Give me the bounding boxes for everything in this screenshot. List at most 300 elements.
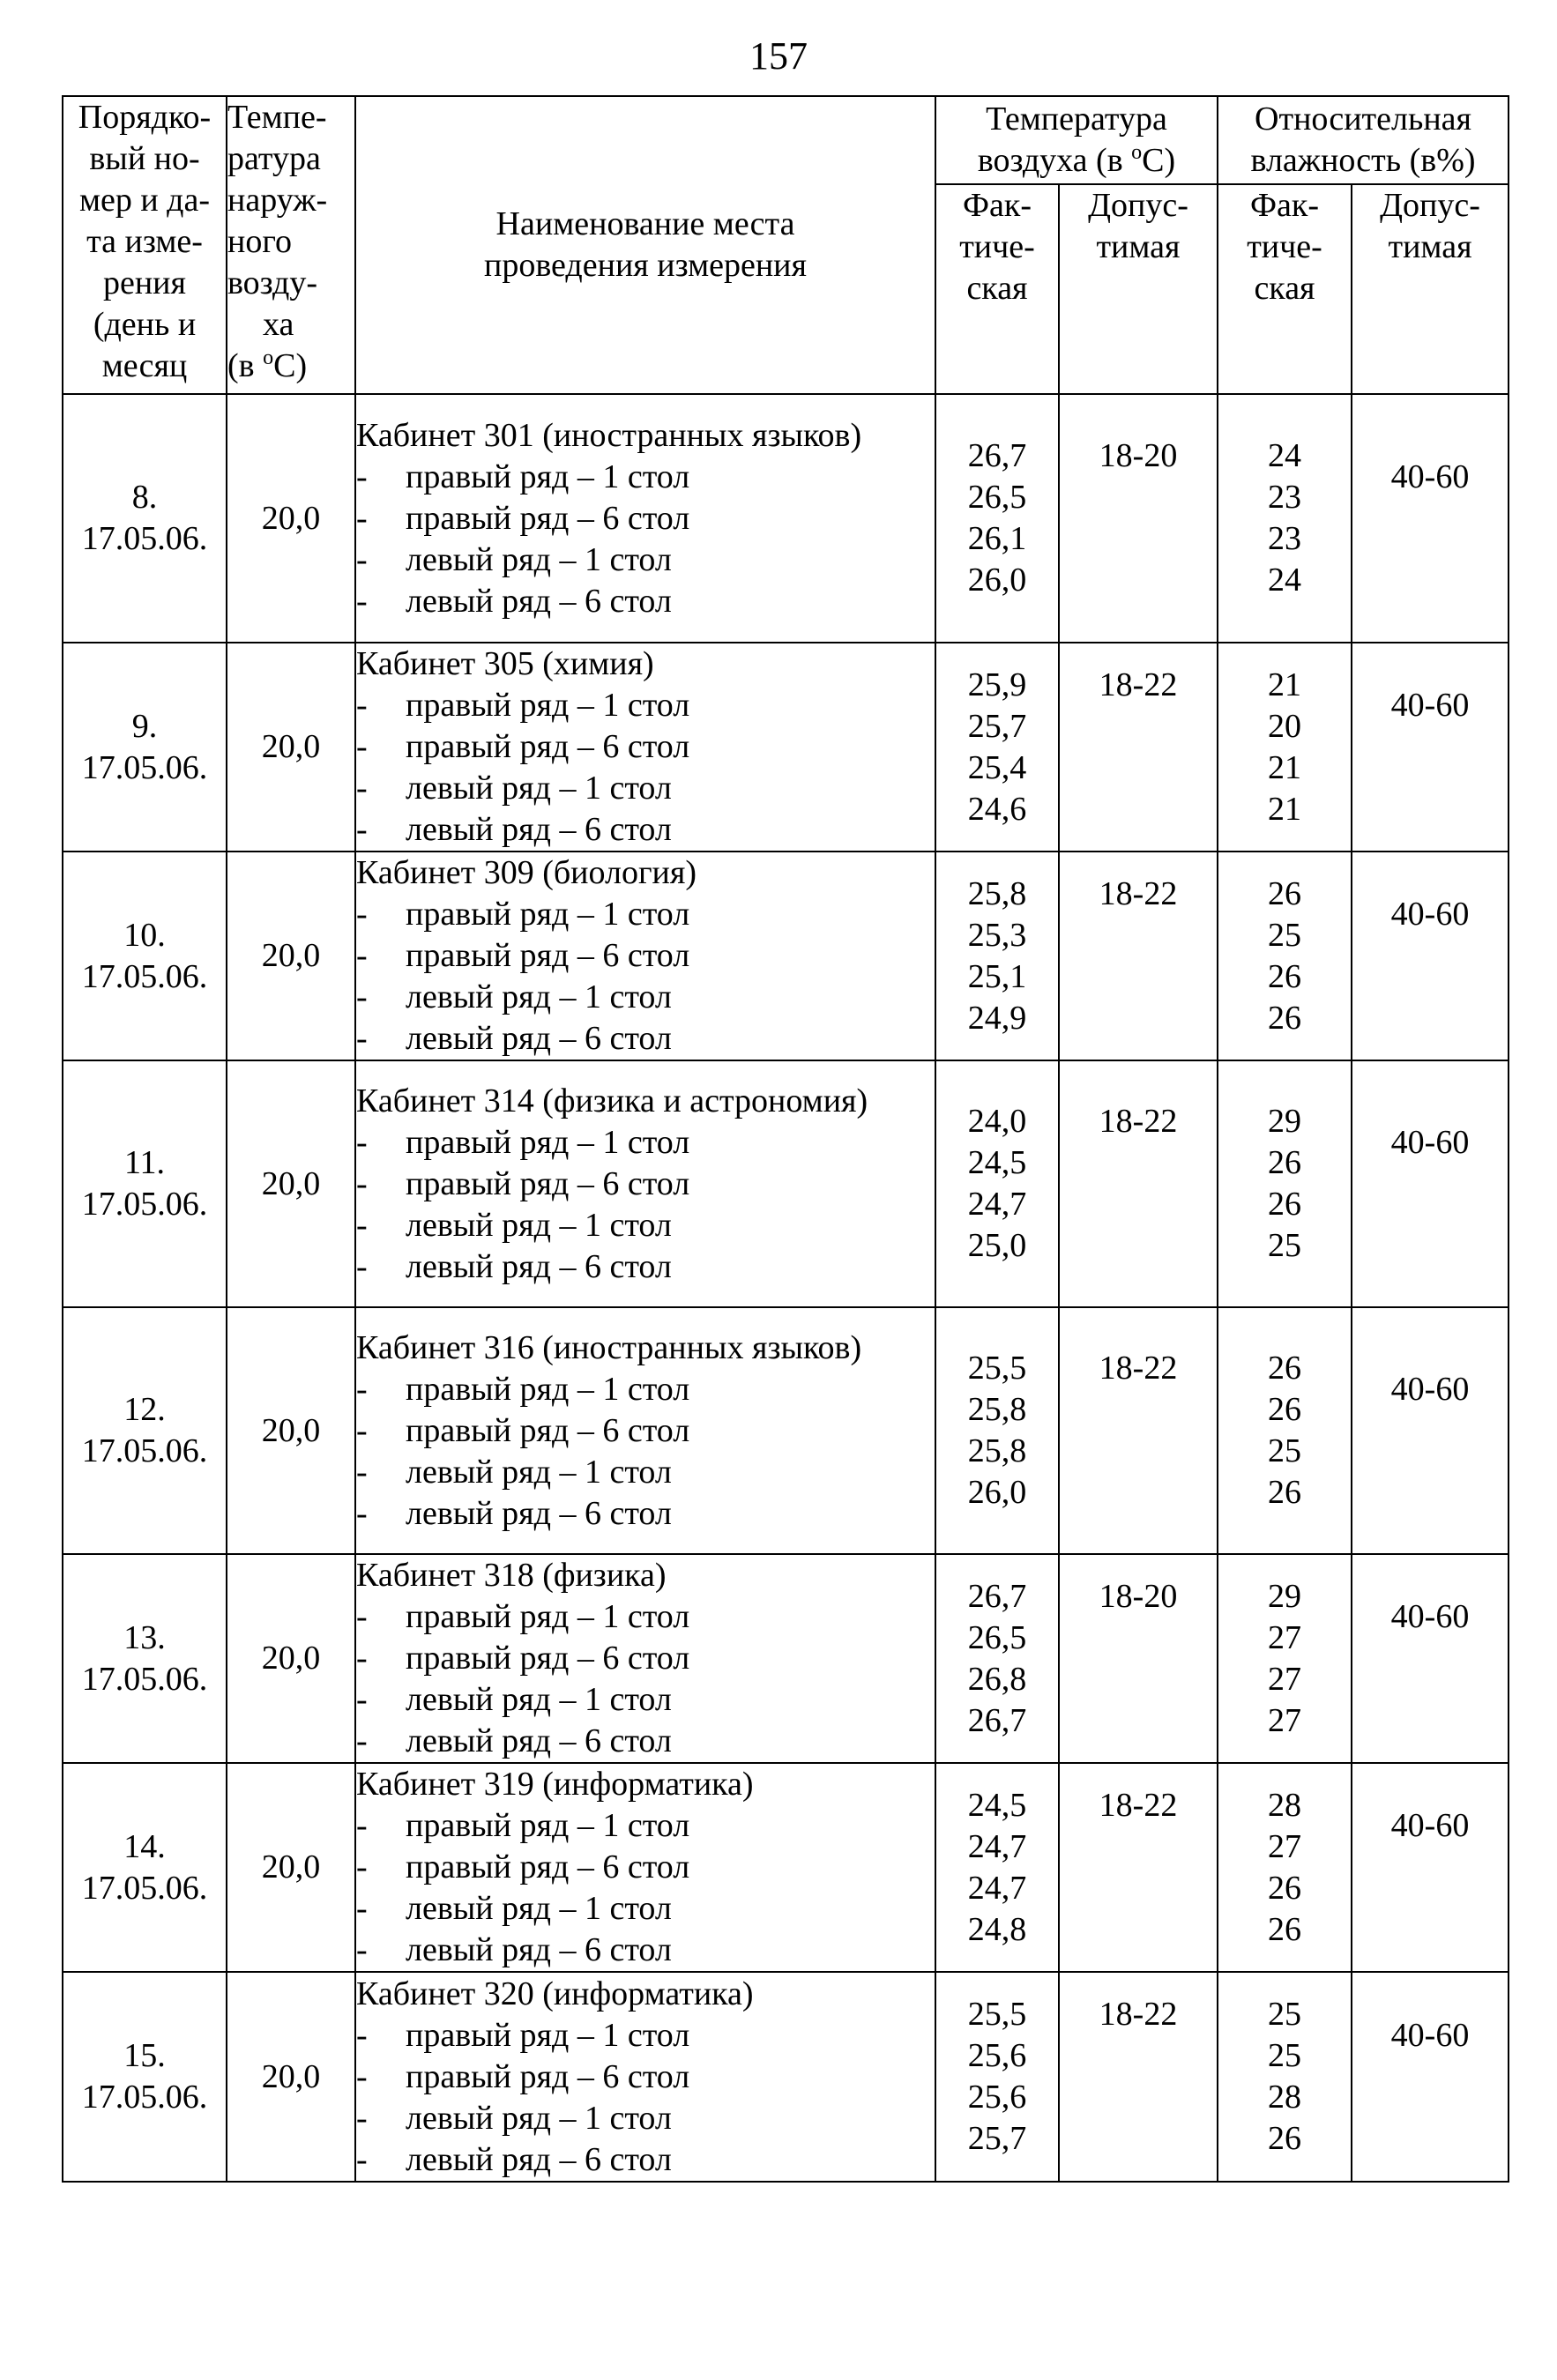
temp-actual-value: 25,0 bbox=[967, 1227, 1027, 1264]
measurement-number: 15. bbox=[123, 2037, 166, 2074]
position-item bbox=[356, 1493, 935, 1535]
header-line: наруж- bbox=[227, 182, 328, 219]
hum-actual-value: 26 bbox=[1268, 2120, 1301, 2157]
room-name: Кабинет 316 (иностранных языков) bbox=[356, 1328, 862, 1366]
outdoor-temperature: 20,0 bbox=[227, 1060, 355, 1307]
temp-actual-value: 24,5 bbox=[967, 1786, 1027, 1824]
measurement-date: 17.05.06. bbox=[81, 1660, 208, 1698]
temp-actual-value: 26,0 bbox=[967, 562, 1027, 599]
temp-actual-value: 25,7 bbox=[967, 707, 1027, 745]
hum-actual-value: 25 bbox=[1268, 1227, 1301, 1264]
dash-mark: - bbox=[356, 1931, 368, 1968]
hum-actual-value: 24 bbox=[1268, 437, 1301, 474]
position-item bbox=[356, 809, 935, 851]
temp-actual-cell bbox=[935, 1763, 1059, 1972]
hum-actual-value: 26 bbox=[1268, 999, 1301, 1037]
hum-allowed-cell bbox=[1352, 1972, 1509, 2182]
outdoor-temperature: 20,0 bbox=[227, 1972, 355, 2182]
hum-actual-value: 23 bbox=[1268, 520, 1301, 557]
temp-actual-value: 24,9 bbox=[967, 999, 1027, 1037]
hum-actual-value: 26 bbox=[1268, 1474, 1301, 1511]
position-label: правый ряд – 1 стол bbox=[406, 687, 690, 724]
position-label: левый ряд – 1 стол bbox=[406, 1453, 672, 1491]
measurement-date: 17.05.06. bbox=[81, 1432, 208, 1469]
temp-actual-value: 25,5 bbox=[967, 1996, 1027, 2033]
position-item bbox=[356, 1638, 935, 1679]
temp-actual-value: 25,9 bbox=[967, 666, 1027, 703]
hum-actual-value: 26 bbox=[1268, 874, 1301, 912]
hum-actual-cell bbox=[1218, 643, 1352, 852]
temp-allowed-value: 18-22 bbox=[1099, 1786, 1178, 1824]
temp-actual-value: 25,5 bbox=[967, 1350, 1027, 1387]
outdoor-temperature: 20,0 bbox=[227, 394, 355, 643]
position-label: левый ряд – 6 стол bbox=[406, 1494, 672, 1532]
temp-allowed-cell bbox=[1059, 394, 1218, 643]
place-cell bbox=[355, 643, 935, 852]
dash-mark: - bbox=[356, 2057, 368, 2095]
place-cell bbox=[355, 1307, 935, 1554]
measurement-date: 17.05.06. bbox=[81, 748, 208, 786]
measurement-number-date bbox=[63, 394, 227, 643]
dash-mark: - bbox=[356, 2099, 368, 2137]
hum-allowed-cell bbox=[1352, 643, 1509, 852]
hum-actual-value: 21 bbox=[1268, 748, 1301, 786]
hum-allowed-value: 40-60 bbox=[1390, 457, 1470, 495]
position-item bbox=[356, 581, 935, 622]
temp-allowed-cell bbox=[1059, 852, 1218, 1060]
hum-actual-cell bbox=[1218, 1307, 1352, 1554]
header-air-temperature bbox=[935, 96, 1218, 184]
dash-mark: - bbox=[356, 1206, 368, 1244]
header-line: Темпе- bbox=[227, 99, 327, 136]
outdoor-temperature: 20,0 bbox=[227, 1307, 355, 1554]
position-label: правый ряд – 6 стол bbox=[406, 499, 690, 537]
position-label: правый ряд – 6 стол bbox=[406, 2057, 690, 2095]
position-label: правый ряд – 6 стол bbox=[406, 728, 690, 765]
dash-mark: - bbox=[356, 687, 368, 724]
temp-allowed-value: 18-20 bbox=[1099, 1577, 1178, 1615]
hum-actual-value: 26 bbox=[1268, 1391, 1301, 1428]
temp-allowed-value: 18-22 bbox=[1099, 1996, 1178, 2033]
header-relative-humidity bbox=[1218, 96, 1509, 184]
position-item bbox=[356, 1847, 935, 1888]
hum-allowed-value: 40-60 bbox=[1390, 1598, 1470, 1635]
temp-actual-value: 26,5 bbox=[967, 479, 1027, 516]
measurement-date: 17.05.06. bbox=[81, 1186, 208, 1223]
measurement-table bbox=[62, 95, 1509, 2183]
hum-actual-value: 21 bbox=[1268, 666, 1301, 703]
room-name: Кабинет 320 (информатика) bbox=[356, 1975, 754, 2012]
header-air-temperature-unit bbox=[936, 140, 1217, 182]
temp-actual-cell bbox=[935, 852, 1059, 1060]
position-item bbox=[356, 768, 935, 809]
dash-mark: - bbox=[356, 1890, 368, 1927]
page-number: 157 bbox=[749, 34, 808, 78]
measurement-number-date bbox=[63, 852, 227, 1060]
dash-mark: - bbox=[356, 1598, 368, 1635]
hum-allowed-cell bbox=[1352, 1307, 1509, 1554]
position-label: левый ряд – 1 стол bbox=[406, 978, 672, 1015]
measurement-date: 17.05.06. bbox=[81, 1869, 208, 1907]
header-line: месяц bbox=[101, 347, 188, 384]
hum-actual-value: 20 bbox=[1268, 707, 1301, 745]
hum-actual-cell bbox=[1218, 394, 1352, 643]
temp-actual-cell bbox=[935, 643, 1059, 852]
dash-mark: - bbox=[356, 2016, 368, 2054]
position-label: левый ряд – 1 стол bbox=[406, 770, 672, 807]
degree-sup: о bbox=[263, 346, 274, 369]
hum-allowed-value: 40-60 bbox=[1390, 896, 1470, 933]
hum-actual-value: 25 bbox=[1268, 916, 1301, 954]
hum-actual-value: 26 bbox=[1268, 1144, 1301, 1181]
header-outdoor-unit bbox=[227, 346, 354, 387]
temp-actual-value: 24,6 bbox=[967, 790, 1027, 828]
temp-allowed-cell bbox=[1059, 1554, 1218, 1763]
temp-actual-value: 25,1 bbox=[967, 957, 1027, 995]
table-row bbox=[63, 1307, 1509, 1554]
hum-actual-cell bbox=[1218, 1060, 1352, 1307]
position-item bbox=[356, 1410, 935, 1452]
position-label: правый ряд – 1 стол bbox=[406, 1598, 690, 1635]
dash-mark: - bbox=[356, 1370, 368, 1408]
header-line: тимая bbox=[1096, 228, 1181, 265]
hum-actual-value: 24 bbox=[1268, 562, 1301, 599]
position-label: левый ряд – 1 стол bbox=[406, 1681, 672, 1718]
hum-allowed-value: 40-60 bbox=[1390, 1370, 1470, 1408]
hum-actual-value: 25 bbox=[1268, 1432, 1301, 1469]
header-line: ратура bbox=[227, 140, 321, 177]
measurement-number: 13. bbox=[123, 1618, 166, 1656]
hum-allowed-value: 40-60 bbox=[1390, 2016, 1470, 2054]
header-line: Фак- bbox=[1249, 187, 1319, 224]
table-row bbox=[63, 643, 1509, 852]
header-line: Наименование места bbox=[495, 205, 795, 242]
place-cell bbox=[355, 852, 935, 1060]
hum-allowed-value: 40-60 bbox=[1390, 687, 1470, 724]
dash-mark: - bbox=[356, 1807, 368, 1844]
position-item bbox=[356, 539, 935, 581]
dash-mark: - bbox=[356, 728, 368, 765]
header-line: ская bbox=[1254, 270, 1315, 307]
dash-mark: - bbox=[356, 1722, 368, 1759]
dash-mark: - bbox=[356, 1123, 368, 1161]
measurement-number: 11. bbox=[123, 1144, 166, 1181]
position-label: правый ряд – 6 стол bbox=[406, 937, 690, 974]
position-label: левый ряд – 1 стол bbox=[406, 1206, 672, 1244]
temp-actual-value: 25,6 bbox=[967, 2037, 1027, 2074]
hum-actual-value: 25 bbox=[1268, 2037, 1301, 2074]
position-item bbox=[356, 2139, 935, 2181]
temp-actual-value: 25,3 bbox=[967, 916, 1027, 954]
temp-actual-cell bbox=[935, 1972, 1059, 2182]
hum-actual-cell bbox=[1218, 852, 1352, 1060]
position-item bbox=[356, 1721, 935, 1762]
hum-actual-value: 26 bbox=[1268, 1350, 1301, 1387]
dash-mark: - bbox=[356, 457, 368, 495]
table-row bbox=[63, 852, 1509, 1060]
measurement-number-date bbox=[63, 1763, 227, 1972]
position-label: левый ряд – 6 стол bbox=[406, 1020, 672, 1057]
hum-actual-value: 27 bbox=[1268, 1660, 1301, 1698]
degree-sup: о bbox=[1131, 141, 1143, 164]
header-line: ская bbox=[966, 270, 1028, 307]
position-item bbox=[356, 977, 935, 1018]
outdoor-temperature: 20,0 bbox=[227, 643, 355, 852]
position-label: левый ряд – 6 стол bbox=[406, 582, 672, 620]
position-label: левый ряд – 6 стол bbox=[406, 811, 672, 848]
position-label: левый ряд – 6 стол bbox=[406, 1722, 672, 1759]
place-cell bbox=[355, 1060, 935, 1307]
hum-actual-value: 21 bbox=[1268, 790, 1301, 828]
place-cell bbox=[355, 1763, 935, 1972]
temp-actual-value: 25,4 bbox=[967, 748, 1027, 786]
hum-actual-value: 26 bbox=[1268, 1910, 1301, 1948]
position-label: левый ряд – 1 стол bbox=[406, 1890, 672, 1927]
header-line: ха bbox=[263, 306, 294, 343]
hum-actual-cell bbox=[1218, 1763, 1352, 1972]
dash-mark: - bbox=[356, 582, 368, 620]
position-item bbox=[356, 1205, 935, 1246]
temp-actual-value: 25,6 bbox=[967, 2079, 1027, 2116]
position-item bbox=[356, 1805, 935, 1847]
dash-mark: - bbox=[356, 811, 368, 848]
place-cell bbox=[355, 1554, 935, 1763]
dash-mark: - bbox=[356, 1494, 368, 1532]
temp-allowed-cell bbox=[1059, 643, 1218, 852]
table-row bbox=[63, 1763, 1509, 1972]
header-line: (день и bbox=[93, 306, 197, 343]
header-line: та изме- bbox=[86, 223, 203, 260]
measurement-date: 17.05.06. bbox=[81, 520, 208, 557]
place-cell bbox=[355, 394, 935, 643]
position-item bbox=[356, 1369, 935, 1410]
room-name: Кабинет 318 (физика) bbox=[356, 1557, 667, 1594]
dash-mark: - bbox=[356, 2140, 368, 2178]
header-line: тимая bbox=[1388, 228, 1472, 265]
temp-actual-cell bbox=[935, 1307, 1059, 1554]
header-line: влажность (в%) bbox=[1250, 142, 1476, 179]
position-label: левый ряд – 6 стол bbox=[406, 1247, 672, 1285]
position-item bbox=[356, 1930, 935, 1971]
measurement-number-date bbox=[63, 1307, 227, 1554]
room-name: Кабинет 305 (химия) bbox=[356, 645, 654, 682]
header-line: ного bbox=[227, 223, 292, 260]
outdoor-temperature: 20,0 bbox=[227, 852, 355, 1060]
temp-actual-value: 24,0 bbox=[967, 1103, 1027, 1140]
temp-actual-value: 26,1 bbox=[967, 520, 1027, 557]
position-label: правый ряд – 1 стол bbox=[406, 2016, 690, 2054]
temp-allowed-cell bbox=[1059, 1060, 1218, 1307]
temp-actual-value: 25,8 bbox=[967, 1391, 1027, 1428]
outdoor-temperature: 20,0 bbox=[227, 1554, 355, 1763]
table-row bbox=[63, 1554, 1509, 1763]
temp-allowed-value: 18-22 bbox=[1099, 1103, 1178, 1140]
hum-actual-value: 27 bbox=[1268, 1701, 1301, 1739]
dash-mark: - bbox=[356, 1164, 368, 1202]
position-item bbox=[356, 1452, 935, 1493]
position-label: правый ряд – 6 стол bbox=[406, 1640, 690, 1677]
measurement-number: 12. bbox=[123, 1391, 166, 1428]
unit-post: С) bbox=[1142, 142, 1176, 179]
header-hum-allowed bbox=[1352, 184, 1509, 394]
header-temp-actual bbox=[935, 184, 1059, 394]
header-line: Допус- bbox=[1380, 187, 1480, 224]
hum-actual-value: 29 bbox=[1268, 1103, 1301, 1140]
temp-actual-cell bbox=[935, 1060, 1059, 1307]
hum-allowed-cell bbox=[1352, 1060, 1509, 1307]
position-label: правый ряд – 1 стол bbox=[406, 457, 690, 495]
hum-actual-value: 27 bbox=[1268, 1618, 1301, 1656]
position-label: правый ряд – 1 стол bbox=[406, 1370, 690, 1408]
measurement-date: 17.05.06. bbox=[81, 957, 208, 995]
position-label: правый ряд – 1 стол bbox=[406, 1807, 690, 1844]
temp-actual-value: 26,5 bbox=[967, 1618, 1027, 1656]
hum-allowed-value: 40-60 bbox=[1390, 1807, 1470, 1844]
hum-actual-cell bbox=[1218, 1972, 1352, 2182]
table-body bbox=[63, 394, 1509, 2182]
position-item bbox=[356, 1164, 935, 1205]
temp-allowed-value: 18-22 bbox=[1099, 1350, 1178, 1387]
temp-allowed-value: 18-20 bbox=[1099, 437, 1178, 474]
hum-allowed-cell bbox=[1352, 394, 1509, 643]
position-item bbox=[356, 935, 935, 977]
position-item bbox=[356, 1018, 935, 1060]
position-item bbox=[356, 1122, 935, 1164]
temp-actual-value: 24,7 bbox=[967, 1869, 1027, 1907]
header-line: возду- bbox=[227, 264, 317, 301]
unit-pre: воздуха (в bbox=[977, 142, 1132, 179]
hum-actual-value: 25 bbox=[1268, 1996, 1301, 2033]
temp-actual-value: 25,7 bbox=[967, 2120, 1027, 2157]
measurement-number: 10. bbox=[123, 916, 166, 954]
hum-allowed-cell bbox=[1352, 1763, 1509, 1972]
position-label: правый ряд – 1 стол bbox=[406, 896, 690, 933]
measurement-number-date bbox=[63, 643, 227, 852]
dash-mark: - bbox=[356, 896, 368, 933]
position-item bbox=[356, 1246, 935, 1288]
position-label: левый ряд – 6 стол bbox=[406, 1931, 672, 1968]
temp-allowed-cell bbox=[1059, 1763, 1218, 1972]
position-label: правый ряд – 6 стол bbox=[406, 1411, 690, 1449]
temp-actual-cell bbox=[935, 394, 1059, 643]
position-label: правый ряд – 6 стол bbox=[406, 1164, 690, 1202]
hum-actual-value: 26 bbox=[1268, 1186, 1301, 1223]
hum-allowed-value: 40-60 bbox=[1390, 1123, 1470, 1161]
room-name: Кабинет 309 (биология) bbox=[356, 854, 697, 891]
table-row bbox=[63, 394, 1509, 643]
header-temp-allowed bbox=[1059, 184, 1218, 394]
header-line: Допус- bbox=[1088, 187, 1188, 224]
temp-actual-value: 26,7 bbox=[967, 1577, 1027, 1615]
position-item bbox=[356, 1679, 935, 1721]
position-item bbox=[356, 685, 935, 726]
position-item bbox=[356, 1888, 935, 1930]
temp-allowed-cell bbox=[1059, 1972, 1218, 2182]
dash-mark: - bbox=[356, 978, 368, 1015]
temp-actual-value: 26,8 bbox=[967, 1660, 1027, 1698]
position-label: левый ряд – 1 стол bbox=[406, 2099, 672, 2137]
position-label: левый ряд – 6 стол bbox=[406, 2140, 672, 2178]
temp-allowed-value: 18-22 bbox=[1099, 874, 1178, 912]
dash-mark: - bbox=[356, 1247, 368, 1285]
dash-mark: - bbox=[356, 499, 368, 537]
hum-actual-value: 28 bbox=[1268, 1786, 1301, 1824]
dash-mark: - bbox=[356, 1640, 368, 1677]
dash-mark: - bbox=[356, 1848, 368, 1885]
hum-actual-value: 26 bbox=[1268, 957, 1301, 995]
header-line: рения bbox=[102, 264, 187, 301]
room-name: Кабинет 301 (иностранных языков) bbox=[356, 416, 862, 454]
header-line: Порядко- bbox=[78, 99, 212, 136]
table-row bbox=[63, 1060, 1509, 1307]
dash-mark: - bbox=[356, 1020, 368, 1057]
dash-mark: - bbox=[356, 770, 368, 807]
position-label: правый ряд – 1 стол bbox=[406, 1123, 690, 1161]
unit-pre: (в bbox=[227, 347, 264, 384]
header-line: проведения измерения bbox=[483, 247, 807, 284]
temp-actual-value: 24,7 bbox=[967, 1827, 1027, 1865]
position-item bbox=[356, 2015, 935, 2056]
temp-actual-value: 24,7 bbox=[967, 1186, 1027, 1223]
table-row bbox=[63, 1972, 1509, 2182]
temp-actual-value: 25,8 bbox=[967, 874, 1027, 912]
temp-actual-cell bbox=[935, 1554, 1059, 1763]
position-item bbox=[356, 457, 935, 498]
temp-actual-value: 24,8 bbox=[967, 1910, 1027, 1948]
header-line: тиче- bbox=[1247, 228, 1322, 265]
position-item bbox=[356, 726, 935, 768]
position-label: левый ряд – 1 стол bbox=[406, 540, 672, 578]
temp-actual-value: 26,7 bbox=[967, 437, 1027, 474]
header-number-date bbox=[63, 96, 227, 394]
dash-mark: - bbox=[356, 540, 368, 578]
header-line: Фак- bbox=[962, 187, 1032, 224]
measurement-number: 14. bbox=[123, 1827, 166, 1865]
hum-allowed-cell bbox=[1352, 1554, 1509, 1763]
position-label: правый ряд – 6 стол bbox=[406, 1848, 690, 1885]
measurement-number-date bbox=[63, 1972, 227, 2182]
temp-actual-value: 25,8 bbox=[967, 1432, 1027, 1469]
position-item bbox=[356, 498, 935, 539]
dash-mark: - bbox=[356, 1453, 368, 1491]
position-item bbox=[356, 894, 935, 935]
place-cell bbox=[355, 1972, 935, 2182]
dash-mark: - bbox=[356, 1681, 368, 1718]
room-name: Кабинет 314 (физика и астрономия) bbox=[356, 1082, 868, 1119]
header-line: Температура bbox=[986, 100, 1167, 138]
position-item bbox=[356, 2098, 935, 2139]
header-line: мер и да- bbox=[78, 182, 211, 219]
header-line: вый но- bbox=[89, 140, 200, 177]
position-item bbox=[356, 1596, 935, 1638]
unit-post: С) bbox=[273, 347, 308, 384]
hum-actual-cell bbox=[1218, 1554, 1352, 1763]
measurement-number-date bbox=[63, 1554, 227, 1763]
hum-actual-value: 29 bbox=[1268, 1577, 1301, 1615]
temp-allowed-value: 18-22 bbox=[1099, 666, 1178, 703]
measurement-date: 17.05.06. bbox=[81, 2079, 208, 2116]
hum-actual-value: 26 bbox=[1268, 1869, 1301, 1907]
measurement-number-date bbox=[63, 1060, 227, 1307]
temp-allowed-cell bbox=[1059, 1307, 1218, 1554]
hum-actual-value: 28 bbox=[1268, 2079, 1301, 2116]
hum-actual-value: 23 bbox=[1268, 479, 1301, 516]
position-item bbox=[356, 2056, 935, 2098]
measurement-number: 8. bbox=[131, 479, 158, 516]
header-line: тиче- bbox=[959, 228, 1035, 265]
temp-actual-value: 24,5 bbox=[967, 1144, 1027, 1181]
header-hum-actual bbox=[1218, 184, 1352, 394]
